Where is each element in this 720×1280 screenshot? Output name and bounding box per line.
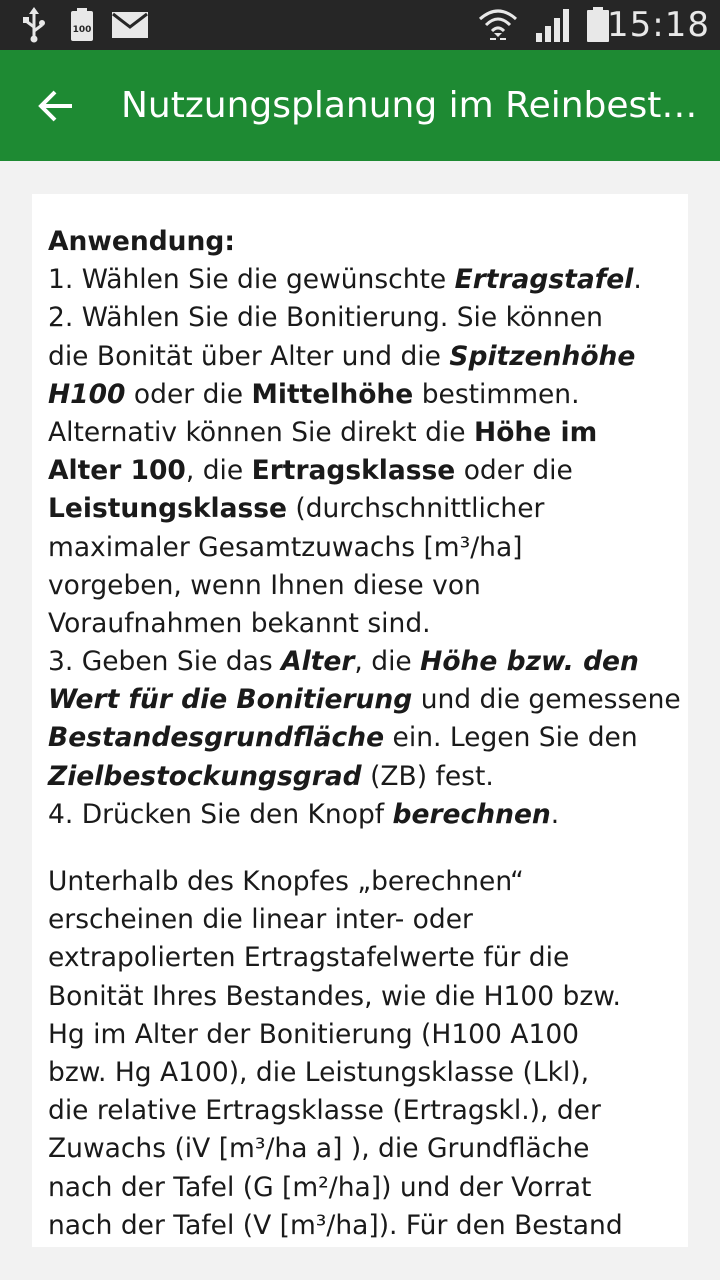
back-button[interactable] <box>22 72 90 140</box>
text-line: Anwendung: <box>48 226 235 257</box>
status-bar <box>0 0 720 50</box>
text-line: H100 oder die Mittelhöhe bestimmen. <box>48 378 580 410</box>
text-line: Unterhalb des Knopfes „berechnen“ <box>48 866 524 897</box>
scroll-content[interactable] <box>0 161 720 1280</box>
paragraph-gap <box>48 834 688 863</box>
text-line: Wert für die Bonitierung und die gemessene <box>48 684 681 716</box>
text-line: 4. Drücken Sie den Knopf berechnen. <box>48 798 560 830</box>
signal-icon <box>535 0 571 50</box>
text-line: 1. Wählen Sie die gewünschte Ertragstafel. <box>48 264 642 296</box>
text-line: 3. Geben Sie das Alter, die Höhe bzw. den <box>48 646 639 678</box>
page-title: Nutzungsplanung im Reinbest… <box>121 85 698 126</box>
text-line: Zielbestockungsgrad (ZB) fest. <box>48 760 494 792</box>
text-line: maximaler Gesamtzuwachs [m³/ha] <box>48 531 523 563</box>
text-line: Voraufnahmen bekannt sind. <box>48 607 431 639</box>
text-line: die relative Ertragsklasse (Ertragskl.), der <box>48 1095 601 1127</box>
wifi-icon <box>478 0 518 50</box>
text-line: Leistungsklasse (durchschnittlicher <box>48 493 545 525</box>
text-line: Alternativ können Sie direkt die Höhe im <box>48 416 598 448</box>
app-bar <box>0 50 720 161</box>
text-line: vorgeben, wenn Ihnen diese von <box>48 569 481 601</box>
usb-icon <box>20 0 48 50</box>
text-line: nach der Tafel (G [m²/ha]) und der Vorrat <box>48 1171 592 1203</box>
text-line: 2. Wählen Sie die Bonitierung. Sie können <box>48 302 603 334</box>
battery-100-icon <box>70 0 94 50</box>
text-line: Alter 100, die Ertragsklasse oder die <box>48 455 573 487</box>
text-line: nach der Tafel (V [m³/ha]). Für den Bestand <box>48 1209 623 1241</box>
text-line: Hg im Alter der Bonitierung (H100 A100 <box>48 1018 580 1050</box>
text-line: die Bonität über Alter und die Spitzenhöhe <box>48 340 636 372</box>
text-line: extrapolierten Ertragstafelwerte für die <box>48 942 570 974</box>
battery-level-label: 100 <box>72 25 92 35</box>
text-line: erscheinen die linear inter- oder <box>48 904 473 936</box>
mail-icon <box>112 0 148 50</box>
text-line: Bonität Ihres Bestandes, wie die H100 bzw. <box>48 980 621 1012</box>
status-time: 15:18 <box>607 5 710 45</box>
text-line: Zuwachs (iV [m³/ha a] ), die Grundfläche <box>48 1133 590 1165</box>
arrow-back-icon <box>38 90 74 122</box>
text-line: bzw. Hg A100), die Leistungsklasse (Lkl), <box>48 1056 590 1088</box>
text-line: Bestandesgrundfläche ein. Legen Sie den <box>48 722 638 754</box>
help-text <box>48 223 688 1245</box>
help-card <box>32 194 688 1247</box>
